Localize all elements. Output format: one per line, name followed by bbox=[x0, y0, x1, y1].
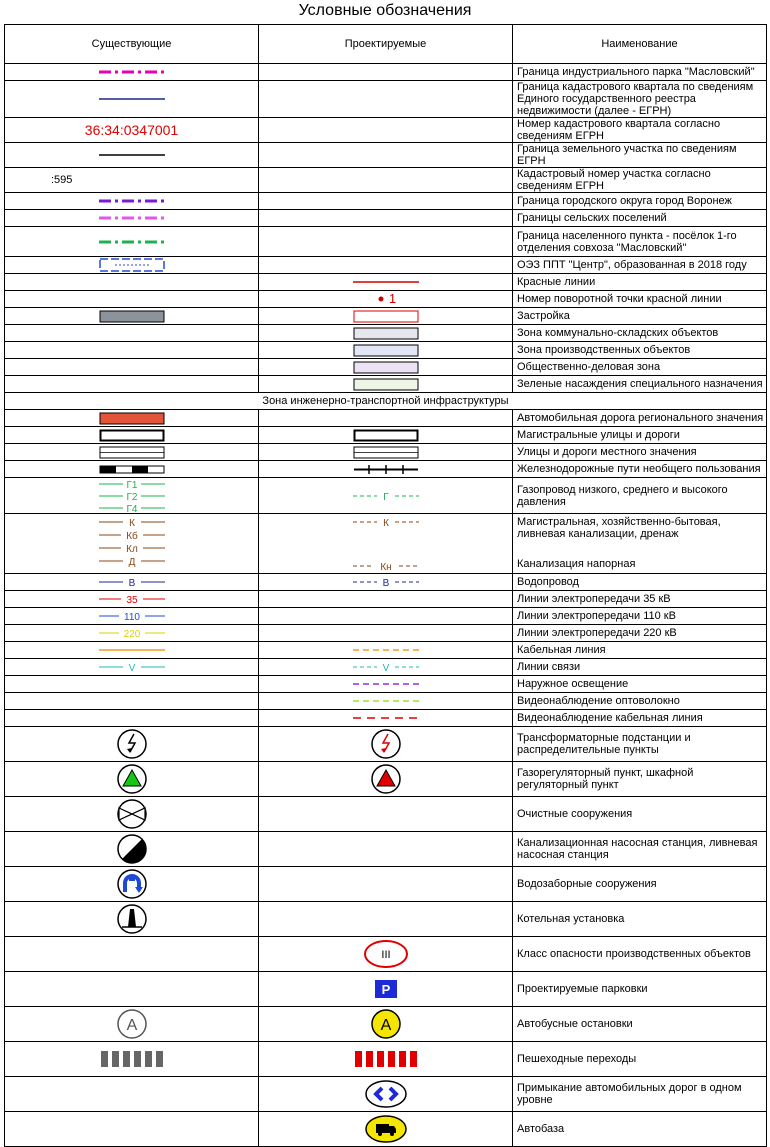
legend-row bbox=[5, 64, 767, 81]
legend-title: Условные обозначения bbox=[298, 2, 472, 19]
existing-sewerage-symbol bbox=[5, 516, 258, 572]
legend-row bbox=[5, 676, 767, 693]
legend-table bbox=[4, 24, 767, 1147]
power-220-label: 220 bbox=[123, 629, 140, 639]
gas-label-g1: Г1 bbox=[126, 479, 137, 491]
legend-row bbox=[5, 574, 767, 591]
existing-gas-regulator-icon bbox=[5, 763, 258, 795]
section-row bbox=[5, 393, 767, 410]
bus-stop-label-projected: A bbox=[380, 1017, 391, 1034]
row-name: Застройка bbox=[513, 308, 767, 325]
row-name: Линии электропередачи 35 кВ bbox=[513, 591, 767, 608]
legend-row bbox=[5, 608, 767, 625]
legend-row bbox=[5, 972, 767, 1007]
row-name: Трансформаторные подстанции и распределительные пункты bbox=[513, 727, 767, 762]
row-name-sewerage bbox=[513, 514, 767, 574]
parking-label: P bbox=[381, 982, 390, 997]
water-label-existing: В bbox=[128, 578, 135, 588]
projected-transformer-icon bbox=[259, 728, 512, 760]
existing-main-street-symbol bbox=[5, 429, 258, 442]
legend-row bbox=[5, 591, 767, 608]
parking-icon bbox=[259, 980, 512, 998]
legend-row bbox=[5, 359, 767, 376]
projected-sewerage-symbol bbox=[259, 516, 512, 572]
row-name: Канализационная насосная станция, ливневая насосная станция bbox=[513, 832, 767, 867]
sewer-label-kl: Кл bbox=[125, 543, 138, 555]
oez-border-symbol bbox=[5, 257, 258, 273]
power-line-220-symbol bbox=[5, 627, 258, 639]
legend-row bbox=[5, 693, 767, 710]
row-name: Линии связи bbox=[513, 659, 767, 676]
power-35-label: 35 bbox=[125, 595, 138, 605]
row-name: Примыкание автомобильных дорог в одном уровне bbox=[513, 1077, 767, 1112]
hazard-class-label: III bbox=[380, 949, 391, 961]
row-name: Граница населенного пункта - посёлок 1-го отделения совхоза "Масловский" bbox=[513, 227, 767, 257]
sewerage-name: Магистральная, хозяйственно-бытовая, ливневая канализации, дренаж bbox=[517, 516, 721, 540]
settlement-border-symbol bbox=[5, 238, 258, 246]
legend-row bbox=[5, 514, 767, 574]
outdoor-lighting-symbol bbox=[259, 680, 512, 688]
existing-crosswalk-icon bbox=[5, 1051, 258, 1067]
legend-row bbox=[5, 625, 767, 642]
header-name: Наименование bbox=[513, 25, 767, 64]
row-name: Железнодорожные пути необщего пользования bbox=[513, 461, 767, 478]
row-name: Видеонаблюдение кабельная линия bbox=[513, 710, 767, 727]
legend-row bbox=[5, 274, 767, 291]
land-plot-border-symbol bbox=[5, 151, 258, 159]
legend-row bbox=[5, 937, 767, 972]
legend-row bbox=[5, 210, 767, 227]
industrial-zone-symbol bbox=[259, 344, 512, 357]
legend-row bbox=[5, 308, 767, 325]
cadastral-plot-number-symbol: :595 bbox=[5, 168, 259, 193]
power-line-110-symbol bbox=[5, 610, 258, 622]
existing-water-supply-symbol bbox=[5, 576, 258, 588]
row-name: Граница индустриального парка "Масловский" bbox=[513, 64, 767, 81]
existing-cable-line-symbol bbox=[5, 646, 258, 654]
header-projected: Проектируемые bbox=[259, 25, 513, 64]
row-name: Граница кадастрового квартала по сведениям Единого государственного реестра недвижимости (далее - ЕГРН) bbox=[513, 81, 767, 118]
row-name: Видеонаблюдение оптоволокно bbox=[513, 693, 767, 710]
sewer-label-d: Д bbox=[128, 556, 135, 568]
comm-label-existing: V bbox=[128, 663, 135, 673]
gas-label-projected: Г bbox=[382, 491, 389, 502]
existing-bus-stop-icon bbox=[5, 1008, 258, 1040]
projected-main-street-symbol bbox=[259, 429, 512, 442]
hazard-class-icon bbox=[259, 939, 512, 969]
row-name: Водозаборные сооружения bbox=[513, 867, 767, 902]
legend-row bbox=[5, 478, 767, 514]
row-name: Водопровод bbox=[513, 574, 767, 591]
existing-local-street-symbol bbox=[5, 446, 258, 459]
row-name: Автобаза bbox=[513, 1112, 767, 1147]
road-junction-icon bbox=[259, 1079, 512, 1109]
green-zone-symbol bbox=[259, 378, 512, 391]
water-label-projected: В bbox=[382, 578, 389, 588]
legend-row bbox=[5, 727, 767, 762]
legend-row bbox=[5, 291, 767, 308]
existing-railway-symbol bbox=[5, 465, 258, 474]
treatment-facility-icon bbox=[5, 798, 258, 830]
gas-label-g2: Г2 bbox=[126, 491, 137, 503]
video-fiber-symbol bbox=[259, 697, 512, 705]
legend-row bbox=[5, 427, 767, 444]
legend-row bbox=[5, 1077, 767, 1112]
projected-cable-line-symbol bbox=[259, 646, 512, 654]
row-name: ОЭЗ ППТ "Центр", образованная в 2018 году bbox=[513, 257, 767, 274]
legend-row bbox=[5, 193, 767, 210]
projected-water-supply-symbol bbox=[259, 576, 512, 588]
regional-road-symbol bbox=[5, 412, 258, 425]
industrial-park-border-symbol bbox=[5, 68, 258, 76]
legend-row bbox=[5, 342, 767, 359]
row-name: Общественно-деловая зона bbox=[513, 359, 767, 376]
header-row bbox=[5, 25, 767, 64]
existing-gas-pipeline-symbol bbox=[5, 479, 258, 513]
legend-row bbox=[5, 797, 767, 832]
projected-gas-pipeline-symbol bbox=[259, 490, 512, 502]
legend-row bbox=[5, 143, 767, 168]
row-name: Автомобильная дорога регионального значения bbox=[513, 410, 767, 427]
legend-row bbox=[5, 710, 767, 727]
projected-building-symbol bbox=[259, 310, 512, 323]
projected-bus-stop-icon bbox=[259, 1008, 512, 1040]
legend-row bbox=[5, 867, 767, 902]
legend-row bbox=[5, 832, 767, 867]
section-heading: Зона инженерно-транспортной инфраструктуры bbox=[5, 393, 767, 410]
row-name: Магистральные улицы и дороги bbox=[513, 427, 767, 444]
red-line-symbol bbox=[259, 278, 512, 286]
existing-transformer-icon bbox=[5, 728, 258, 760]
legend-row bbox=[5, 257, 767, 274]
legend-row bbox=[5, 1007, 767, 1042]
existing-building-symbol bbox=[5, 310, 258, 323]
legend-row bbox=[5, 1112, 767, 1147]
legend-row bbox=[5, 762, 767, 797]
legend-row bbox=[5, 410, 767, 427]
legend-row bbox=[5, 168, 767, 193]
legend-row bbox=[5, 902, 767, 937]
row-name: Зона коммунально-складских объектов bbox=[513, 325, 767, 342]
row-name: Границы сельских поселений bbox=[513, 210, 767, 227]
row-name: Номер поворотной точки красной линии bbox=[513, 291, 767, 308]
row-name: Зеленые насаждения специального назначения bbox=[513, 376, 767, 393]
water-intake-icon bbox=[5, 868, 258, 900]
bus-stop-label-existing: A bbox=[126, 1017, 137, 1034]
legend-row bbox=[5, 325, 767, 342]
row-name: Кадастровый номер участка согласно сведениям ЕГРН bbox=[513, 168, 767, 193]
sewer-label-projected-k: К bbox=[382, 517, 389, 529]
legend-row bbox=[5, 81, 767, 118]
row-name: Газопровод низкого, среднего и высокого давления bbox=[513, 478, 767, 514]
turning-point-symbol bbox=[259, 293, 512, 305]
projected-local-street-symbol bbox=[259, 446, 512, 459]
row-name: Наружное освещение bbox=[513, 676, 767, 693]
row-name: Газорегуляторный пункт, шкафной регуляторный пункт bbox=[513, 762, 767, 797]
turning-point-number: 1 bbox=[388, 291, 397, 306]
sewage-pump-station-icon bbox=[5, 833, 258, 865]
row-name: Граница городского округа город Воронеж bbox=[513, 193, 767, 210]
row-name: Класс опасности производственных объектов bbox=[513, 937, 767, 972]
row-name: Очистные сооружения bbox=[513, 797, 767, 832]
video-cable-symbol bbox=[259, 714, 512, 722]
row-name: Пешеходные переходы bbox=[513, 1042, 767, 1077]
row-name: Линии электропередачи 110 кВ bbox=[513, 608, 767, 625]
row-name: Линии электропередачи 220 кВ bbox=[513, 625, 767, 642]
projected-communication-line-symbol bbox=[259, 661, 512, 673]
row-name: Номер кадастрового квартала согласно сведениям ЕГРН bbox=[513, 118, 767, 143]
row-name: Котельная установка bbox=[513, 902, 767, 937]
comm-label-projected: V bbox=[382, 663, 389, 673]
gas-label-g4: Г4 bbox=[126, 503, 137, 513]
business-zone-symbol bbox=[259, 361, 512, 374]
communal-storage-zone-symbol bbox=[259, 327, 512, 340]
row-name: Красные линии bbox=[513, 274, 767, 291]
cadastral-quarter-border-symbol bbox=[5, 95, 258, 103]
legend-row bbox=[5, 227, 767, 257]
legend-row bbox=[5, 659, 767, 676]
legend-row bbox=[5, 642, 767, 659]
cadastral-quarter-number-symbol: 36:34:0347001 bbox=[5, 118, 259, 143]
projected-gas-regulator-icon bbox=[259, 763, 512, 795]
power-110-label: 110 bbox=[123, 612, 140, 622]
row-name: Зона производственных объектов bbox=[513, 342, 767, 359]
row-name: Автобусные остановки bbox=[513, 1007, 767, 1042]
sewer-label-k: К bbox=[128, 517, 135, 529]
legend-row bbox=[5, 461, 767, 478]
boiler-icon bbox=[5, 903, 258, 935]
row-name: Улицы и дороги местного значения bbox=[513, 444, 767, 461]
sewer-label-kb: Кб bbox=[125, 530, 138, 542]
power-line-35-symbol bbox=[5, 593, 258, 605]
rural-settlement-border-symbol bbox=[5, 214, 258, 222]
projected-railway-symbol bbox=[259, 464, 512, 475]
bus-depot-icon bbox=[259, 1114, 512, 1144]
projected-crosswalk-icon bbox=[259, 1051, 512, 1067]
sewer-label-projected-kn: Кн bbox=[379, 561, 392, 572]
legend-row bbox=[5, 376, 767, 393]
legend-row bbox=[5, 444, 767, 461]
row-name: Граница земельного участка по сведениям ЕГРН bbox=[513, 143, 767, 168]
legend-row bbox=[5, 118, 767, 143]
row-name: Проектируемые парковки bbox=[513, 972, 767, 1007]
city-district-border-symbol bbox=[5, 197, 258, 205]
existing-communication-line-symbol bbox=[5, 661, 258, 673]
header-existing: Существующие bbox=[5, 25, 259, 64]
pressure-sewer-name: Канализация напорная bbox=[517, 558, 636, 570]
legend-row bbox=[5, 1042, 767, 1077]
row-name: Кабельная линия bbox=[513, 642, 767, 659]
